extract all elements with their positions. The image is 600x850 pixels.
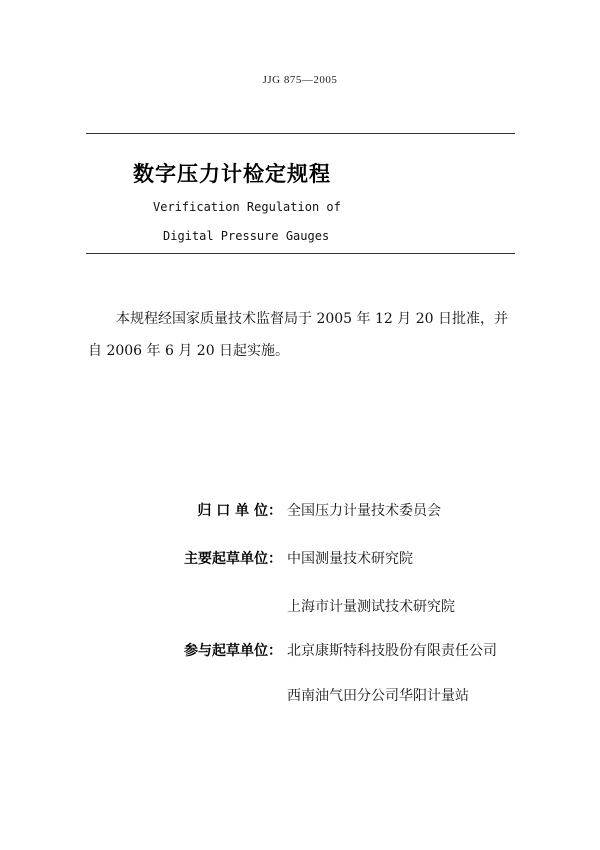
responsible-unit-value: 全国压力计量技术委员会 [287,503,441,519]
title-english-line2: Digital Pressure Gauges [163,229,330,243]
participating-unit-value: 北京康斯特科技股份有限责任公司 [287,643,497,659]
participating-unit-label: 参与起草单位： [184,643,282,659]
title-chinese: 数字压力计检定规程 [133,162,331,186]
participating-unit-row [0,640,600,662]
main-drafting-unit-value: 中国测量技术研究院 [287,551,413,567]
responsible-unit-label: 归 口 单 位： [197,503,282,519]
title-english-line1: Verification Regulation of [153,200,341,214]
participating-unit-value: 西南油气田分公司华阳计量站 [287,688,469,704]
main-drafting-unit-row-2 [0,596,600,618]
standard-code: JJG 875—2005 [262,74,338,86]
main-drafting-unit-row [0,548,600,570]
approval-statement: 本规程经国家质量技术监督局于 2005 年 12 月 20 日批准，并自 2006 年 6 月 20 日起实施。 [88,311,508,359]
bottom-divider [86,253,515,254]
top-divider [86,133,515,134]
main-drafting-unit-value: 上海市计量测试技术研究院 [287,599,455,615]
responsible-unit-row [0,500,600,522]
main-drafting-unit-label: 主要起草单位： [184,551,282,567]
participating-unit-row-2 [0,685,600,707]
